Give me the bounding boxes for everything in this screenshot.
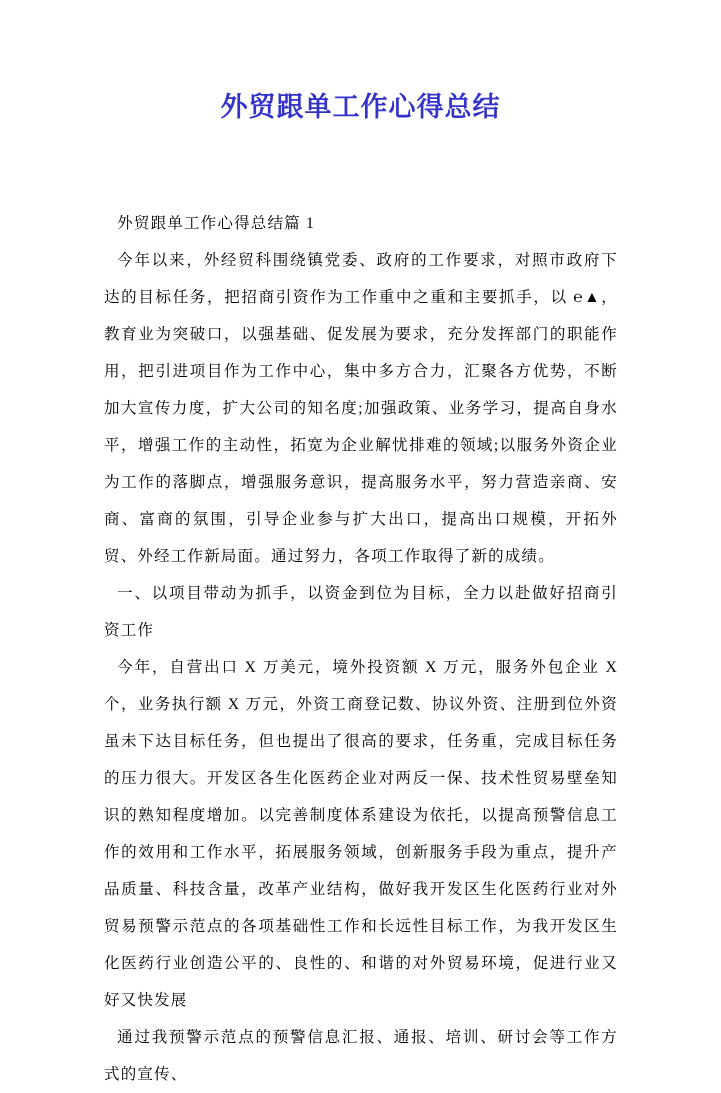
document-title: 外贸跟单工作心得总结 — [220, 92, 501, 122]
paragraph: 今年，自营出口 X 万美元，境外投资额 X 万元，服务外包企业 X 个，业务执行额 X 万元，外资工商登记数、协议外资、注册到位外资虽未下达目标任务，但也提出了很高的要求，任务重，完成目标任务的压力很大。开发区各生化医药企业对两反一保、技术性贸易壁垒知识的熟知程度增加。以完善制度体系建设为依托，以提高预警信息工作的效用和工作水平，拓展服务领域，创新服务手段为重点，提升产品质量、科技含量，改革产业结构，做好我开发区生化医药行业对外贸易预警示范点的各项基础性工作和长远性目标工作，为我开发区生化医药行业创造公平的、良性的、和谐的对外贸易环境，促进行业又好又快发展 — [104, 659, 618, 1009]
paragraph-subtitle: 外贸跟单工作心得总结篇 1 — [117, 215, 315, 232]
paragraph: 通过我预警示范点的预警信息汇报、通报、培训、研讨会等工作方式的宣传、 — [104, 1029, 618, 1083]
document-body — [0, 205, 721, 1093]
paragraph-section-heading: 一、以项目带动为抓手，以资金到位为目标，全力以赴做好招商引资工作 — [104, 585, 618, 639]
paragraph: 今年以来，外经贸科围绕镇党委、政府的工作要求，对照市政府下达的目标任务，把招商引资作为工作重中之重和主要抓手，以 ℮▲，教育业为突破口，以强基础、促发展为要求，充分发挥部门的职能作用，把引进项目作为工作中心，集中多方合力，汇聚各方优势，不断加大宣传力度，扩大公司的知名度;加强政策、业务学习，提高自身水平，增强工作的主动性，拓宽为企业解忧排难的领域;以服务外资企业为工作的落脚点，增强服务意识，提高服务水平，努力营造亲商、安商、富商的氛围，引导企业参与扩大出口，提高出口规模，开拓外贸、外经工作新局面。通过努力，各项工作取得了新的成绩。 — [104, 252, 618, 565]
